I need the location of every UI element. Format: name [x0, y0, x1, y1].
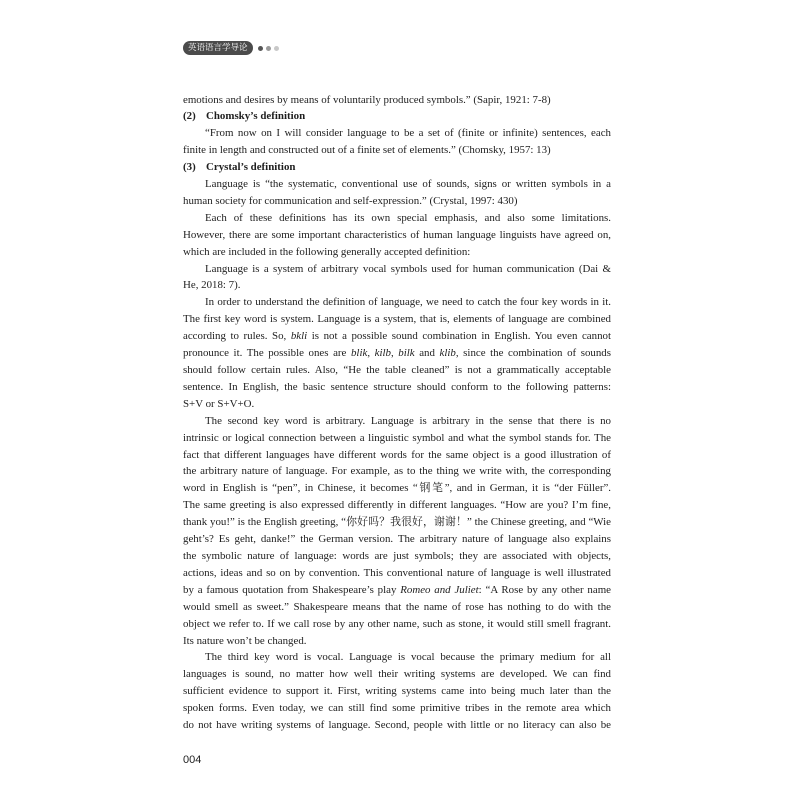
italic-term: blik [350, 347, 368, 360]
paragraph [183, 176, 611, 210]
text-line: pronounce it. The possible ones are blik, kilb, bilk and klib, since the combination of sounds [183, 347, 611, 360]
text-line: sentence. In English, the basic sentence structure should conform to the following patterns: [183, 380, 611, 393]
text-line: the arbitrary nature of language. For example, as to the thing we write with, the corresponding [183, 465, 611, 478]
section-heading [183, 159, 611, 176]
text-line: would smell as sweet.” Shakespeare means that the name of rose has nothing to do with the [183, 600, 611, 613]
header-dot-icon [274, 46, 279, 51]
header-dot-icon [258, 46, 263, 51]
section-heading [183, 108, 611, 125]
text-line: Each of these definitions has its own special emphasis, and also some limitations. [205, 211, 611, 224]
text-line: geht’s? Es geht, danke!” the German version. The arbitrary nature of language also explains [183, 533, 611, 546]
text-line: word in English is “pen”, in Chinese, it becomes “钢笔”, and in German, it is “der Füller”. [183, 482, 611, 495]
text-line: spoken forms. Even today, we can still find some primitive tribes in the remote area which [183, 702, 611, 715]
text-line: should follow certain rules. Also, “He the table cleaned” is not a grammatically acceptable [183, 364, 611, 376]
paragraph [183, 649, 611, 734]
text-line: according to rules. So, bkli is not a possible sound combination in English. You even cannot [183, 330, 611, 343]
continued-paragraph [183, 92, 611, 109]
italic-term: klib [439, 347, 456, 360]
body-text [183, 92, 611, 734]
text-line: Its nature won’t be changed. [183, 634, 307, 647]
text-line: In order to understand the definition of language, we need to catch the four key words in it. [205, 296, 611, 309]
text-line: He, 2018: 7). [183, 279, 241, 292]
text-line: The same greeting is also expressed differently in different languages. “How are you? I’m fine, [183, 499, 611, 512]
paragraph [183, 261, 611, 295]
page-number: 004 [183, 754, 202, 766]
paragraph [183, 125, 611, 159]
text-line: which are included in the following generally accepted definition: [183, 245, 471, 258]
italic-term: kilb [374, 347, 391, 360]
italic-term: bilk [398, 347, 415, 360]
text-line: However, there are some important characteristics of human language linguists have agreed on, [183, 228, 611, 241]
running-header [183, 41, 279, 55]
italic-term: Romeo and Juliet [400, 583, 479, 596]
text-line: The third key word is vocal. Language is vocal because the primary medium for all [205, 651, 611, 664]
section-title: Crystal’s definition [206, 161, 296, 174]
text-line: Language is “the systematic, conventional use of sounds, signs or written symbols in a [205, 178, 611, 191]
text-line: actions, ideas and so on by convention. This conventional nature of language is well illustrated [183, 566, 611, 579]
paragraph [183, 294, 611, 412]
section-number: (2) [183, 110, 196, 123]
section-number: (3) [183, 161, 196, 174]
paragraph [183, 413, 611, 650]
text-line: object we refer to. If we call rose by any other name, such as stone, it would still smell fragrant. [183, 617, 611, 630]
text-line: the symbolic nature of language: words are just symbols; they are associated with objects, [183, 549, 611, 562]
book-title-badge: 英语语言学导论 [183, 41, 253, 55]
text-line: do not have writing systems of language. Second, people with little or no literacy can also be [183, 719, 611, 732]
text-line: intrinsic or logical connection between a linguistic symbol and what the symbol stands for. The [183, 431, 611, 444]
paragraph [183, 210, 611, 261]
text-line: human society for communication and self-expression.” (Crystal, 1997: 430) [183, 194, 518, 207]
text-line: fact that different languages have different words for the same object is a good illustration of [183, 448, 611, 461]
text-line: languages is sound, no matter how well their writing systems are developed. We can find [183, 668, 611, 681]
text-line: sufficient evidence to support it. First, writing systems came into being much later than the [183, 685, 611, 698]
section-title: Chomsky’s definition [206, 110, 306, 123]
text-line: emotions and desires by means of voluntarily produced symbols.” (Sapir, 1921: 7-8) [183, 93, 551, 106]
header-dot-icon [266, 46, 271, 51]
text-line: The second key word is arbitrary. Language is arbitrary in the sense that there is no [205, 414, 611, 427]
text-line: S+V or S+V+O. [183, 397, 255, 410]
text-line: Language is a system of arbitrary vocal symbols used for human communication (Dai & [205, 262, 611, 275]
text-line: finite in length and constructed out of a finite set of elements.” (Chomsky, 1957: 13) [183, 144, 551, 157]
text-line: “From now on I will consider language to be a set of (finite or infinite) sentences, each [205, 127, 611, 140]
italic-term: bkli [290, 330, 308, 343]
text-line: by a famous quotation from Shakespeare’s play Romeo and Juliet: “A Rose by any other name [183, 583, 612, 596]
text-line: The first key word is system. Language is a system, that is, elements of language are combined [183, 313, 611, 326]
text-line: thank you!” is the English greeting, “你好吗？我很好，谢谢！” the Chinese greeting, and “Wie [183, 516, 611, 529]
